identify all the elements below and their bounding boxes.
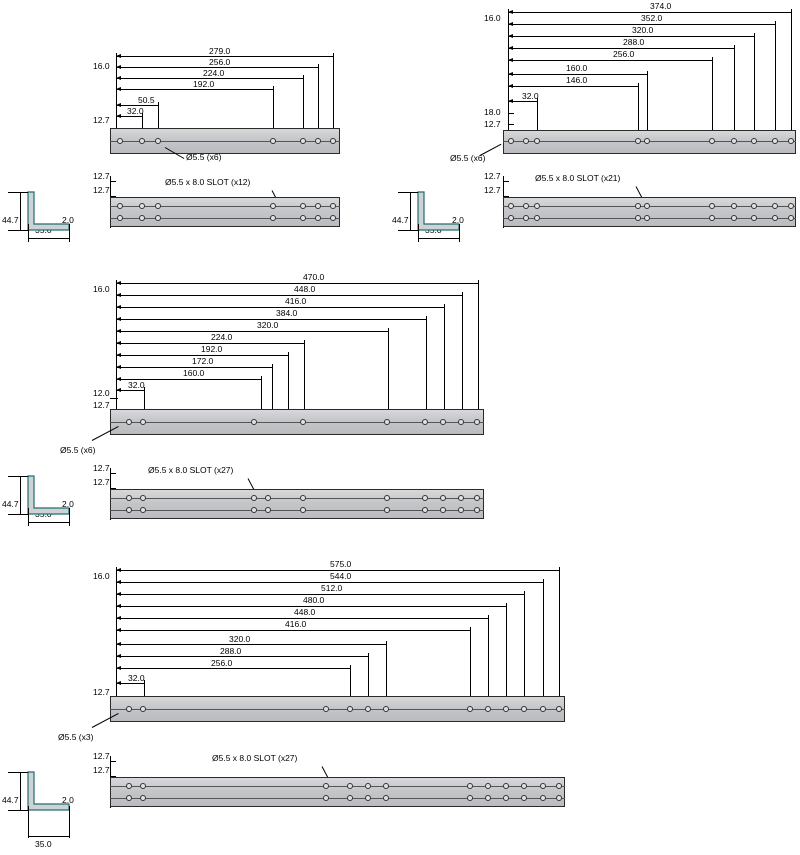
rail-575-bottom-plate [110,777,565,807]
l-profile-section [25,190,75,232]
dim-575: 575.0 [330,559,352,569]
rail-374-bottom-plate [503,197,796,227]
note-slot: Ø5.5 x 8.0 SLOT (x27) [212,753,298,763]
dim-edge-12-7: 12.7 [93,115,110,125]
dim-192: 192.0 [193,79,215,89]
dim-544: 544.0 [330,571,352,581]
dim-32: 32.0 [128,673,145,683]
dim-160: 160.0 [183,368,205,378]
dim-448: 448.0 [294,607,316,617]
dim-edge-18: 18.0 [484,107,501,117]
dim-b-12-7a: 12.7 [93,751,110,761]
note-slot: Ø5.5 x 8.0 SLOT (x27) [148,465,234,475]
dim-160: 160.0 [566,63,588,73]
dim-192: 192.0 [201,344,223,354]
dim-sec-2-0: 2.0 [62,215,74,225]
hole [330,138,336,144]
dim-32: 32.0 [522,91,539,101]
dim-sec-44-7: 44.7 [2,795,19,805]
dim-edge-12-7: 12.7 [93,687,110,697]
dim-374: 374.0 [650,1,672,11]
dim-480: 480.0 [303,595,325,605]
dim-288: 288.0 [623,37,645,47]
dim-b-12-7b: 12.7 [93,477,110,487]
l-profile-section [25,474,75,516]
dim-b-12-7b: 12.7 [93,185,110,195]
note-hole-dia: Ø5.5 (x6) [186,152,222,162]
dim-32: 32.0 [128,380,145,390]
note-hole-dia: Ø5.5 (x6) [450,153,486,163]
hole [155,138,161,144]
rail-470-bottom-plate [110,489,484,519]
dim-224: 224.0 [211,332,233,342]
l-profile-section [25,770,75,812]
dim-b-12-7a: 12.7 [93,171,110,181]
dim-470: 470.0 [303,272,325,282]
note-slot: Ø5.5 x 8.0 SLOT (x12) [165,177,251,187]
hole [139,138,145,144]
dim-32: 32.0 [127,106,144,116]
dim-edge-16: 16.0 [93,571,110,581]
dim-edge-16: 16.0 [484,13,501,23]
note-hole-dia: Ø5.5 (x6) [60,445,96,455]
dim-b-12-7a: 12.7 [93,463,110,473]
dim-288: 288.0 [220,646,242,656]
dim-sec-44-7: 44.7 [2,499,19,509]
note-slot: Ø5.5 x 8.0 SLOT (x21) [535,173,621,183]
dim-146: 146.0 [566,75,588,85]
dim-224: 224.0 [203,68,225,78]
dim-sec-35-0: 35.0 [35,839,52,849]
dim-352: 352.0 [641,13,663,23]
dim-279: 279.0 [209,46,231,56]
dim-256: 256.0 [209,57,231,67]
dim-320: 320.0 [229,634,251,644]
dim-edge-16: 16.0 [93,61,110,71]
dim-172: 172.0 [192,356,214,366]
dim-sec-44-7: 44.7 [2,215,19,225]
dim-448: 448.0 [294,284,316,294]
dim-256: 256.0 [613,49,635,59]
dim-416: 416.0 [285,619,307,629]
dim-edge-12-0: 12.0 [93,388,110,398]
dim-320: 320.0 [632,25,654,35]
dim-sec-44-7: 44.7 [392,215,409,225]
hole [300,138,306,144]
dim-sec-2-0: 2.0 [62,499,74,509]
rail-279-bottom-plate [110,197,340,227]
dim-512: 512.0 [321,583,343,593]
l-profile-section [415,190,465,232]
hole [315,138,321,144]
dim-edge-12-7: 12.7 [484,119,501,129]
note-hole-dia: Ø5.5 (x3) [58,732,94,742]
dim-edge-16: 16.0 [93,284,110,294]
dim-edge-12-7: 12.7 [93,400,110,410]
dim-b-12-7b: 12.7 [484,185,501,195]
dim-sec-2-0: 2.0 [452,215,464,225]
dim-sec-2-0: 2.0 [62,795,74,805]
hole [117,138,123,144]
dim-320: 320.0 [257,320,279,330]
dim-256: 256.0 [211,658,233,668]
dim-b-12-7b: 12.7 [93,765,110,775]
dim-416: 416.0 [285,296,307,306]
dim-384: 384.0 [276,308,298,318]
dim-b-12-7a: 12.7 [484,171,501,181]
hole [270,138,276,144]
dim-50-5: 50.5 [138,95,155,105]
